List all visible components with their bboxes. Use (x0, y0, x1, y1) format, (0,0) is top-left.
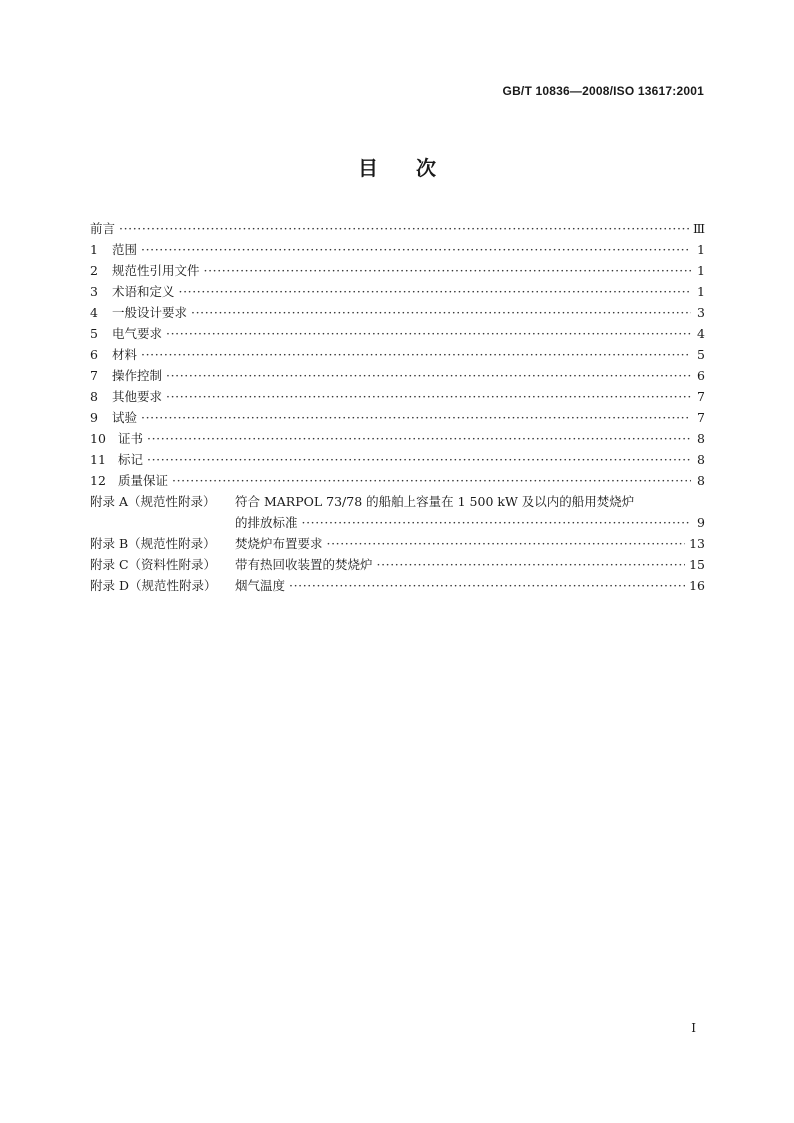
toc-section-number: 8 (90, 389, 98, 404)
toc-page-number: 7 (697, 410, 705, 425)
toc-entry-9[interactable] (90, 407, 705, 428)
toc-label: 符合 MARPOL 73/78 的船舶上容量在 1 500 kW 及以内的船用焚烧炉 (235, 494, 635, 509)
toc-leader-dots (204, 260, 691, 281)
toc-leader-dots (147, 449, 691, 470)
toc-page-number: 1 (697, 263, 705, 278)
toc-leader-dots (172, 470, 691, 491)
toc-leader-dots (327, 533, 686, 554)
toc-section-number: 7 (90, 368, 98, 383)
toc-page-number: 6 (697, 368, 705, 383)
toc-page-number: 1 (697, 242, 705, 257)
toc-annex-prefix: 附录 B（规范性附录） (90, 536, 216, 551)
toc-label: 的排放标准 (235, 515, 298, 530)
toc-leader-dots (377, 554, 686, 575)
toc-entry-10[interactable] (90, 428, 705, 449)
toc-leader-dots (179, 281, 691, 302)
toc-page-number: 8 (697, 431, 705, 446)
toc-entry-5[interactable] (90, 323, 705, 344)
toc-entry-annex-d[interactable] (90, 575, 705, 596)
toc-section-number: 12 (90, 473, 106, 488)
toc-label: 质量保证 (118, 473, 169, 488)
toc-leader-dots (302, 512, 691, 533)
toc-page-number: 8 (697, 473, 705, 488)
toc-entry-6[interactable] (90, 344, 705, 365)
toc-entry-7[interactable] (90, 365, 705, 386)
toc-leader-dots (119, 218, 689, 239)
toc-label: 操作控制 (112, 368, 163, 383)
toc-entry-8[interactable] (90, 386, 705, 407)
toc-entry-annex-a-continued[interactable] (90, 512, 705, 533)
toc-label: 烟气温度 (235, 578, 286, 593)
toc-page-number: 4 (697, 326, 705, 341)
toc-label: 前言 (90, 221, 116, 236)
standard-code: GB/T 10836—2008/ISO 13617:2001 (502, 84, 704, 98)
toc-entry-3[interactable] (90, 281, 705, 302)
toc-section-number: 9 (90, 410, 98, 425)
toc-label: 试验 (112, 410, 138, 425)
toc-leader-dots (141, 239, 691, 260)
toc-label: 焚烧炉布置要求 (235, 536, 323, 551)
toc-section-number: 11 (90, 452, 106, 467)
toc-entry-annex-a[interactable] (90, 491, 705, 512)
toc-section-number: 10 (90, 431, 106, 446)
toc-page-number: 16 (689, 578, 705, 593)
toc-entry-foreword[interactable] (90, 218, 705, 239)
toc-entry-4[interactable] (90, 302, 705, 323)
toc-label: 证书 (118, 431, 144, 446)
toc-label: 规范性引用文件 (112, 263, 200, 278)
toc-entry-annex-c[interactable] (90, 554, 705, 575)
toc-page-number: 7 (697, 389, 705, 404)
toc-section-number: 6 (90, 347, 98, 362)
toc-label: 范围 (112, 242, 138, 257)
toc-leader-dots (141, 344, 691, 365)
page-number: I (691, 1021, 696, 1035)
toc-annex-prefix: 附录 A（规范性附录） (90, 494, 216, 509)
toc-annex-prefix: 附录 D（规范性附录） (90, 578, 217, 593)
toc-label: 一般设计要求 (112, 305, 188, 320)
toc-entry-annex-b[interactable] (90, 533, 705, 554)
toc-leader-dots (166, 386, 691, 407)
toc-annex-prefix: 附录 C（资料性附录） (90, 557, 217, 572)
toc-label: 带有热回收装置的焚烧炉 (235, 557, 373, 572)
toc-page-number: 8 (697, 452, 705, 467)
table-of-contents (90, 218, 705, 596)
toc-leader-dots (147, 428, 691, 449)
toc-leader-dots (289, 575, 685, 596)
toc-leader-dots (166, 365, 691, 386)
toc-leader-dots (166, 323, 691, 344)
toc-label: 电气要求 (112, 326, 163, 341)
toc-page-number: Ⅲ (692, 221, 705, 236)
toc-entry-11[interactable] (90, 449, 705, 470)
toc-leader-dots (141, 407, 691, 428)
toc-page-number: 9 (697, 515, 705, 530)
toc-page-number: 13 (689, 536, 705, 551)
toc-page-number: 1 (697, 284, 705, 299)
toc-section-number: 4 (90, 305, 98, 320)
toc-leader-dots (191, 302, 691, 323)
toc-page-number: 5 (697, 347, 705, 362)
toc-label: 标记 (118, 452, 144, 467)
toc-page-number: 3 (697, 305, 705, 320)
toc-section-number: 5 (90, 326, 98, 341)
toc-entry-1[interactable] (90, 239, 705, 260)
toc-entry-2[interactable] (90, 260, 705, 281)
toc-section-number: 2 (90, 263, 98, 278)
toc-page-number: 15 (689, 557, 705, 572)
toc-section-number: 1 (90, 242, 98, 257)
toc-label: 材料 (112, 347, 138, 362)
toc-section-number: 3 (90, 284, 98, 299)
page-title: 目次 (358, 156, 474, 180)
toc-entry-12[interactable] (90, 470, 705, 491)
toc-label: 术语和定义 (112, 284, 175, 299)
toc-label: 其他要求 (112, 389, 163, 404)
